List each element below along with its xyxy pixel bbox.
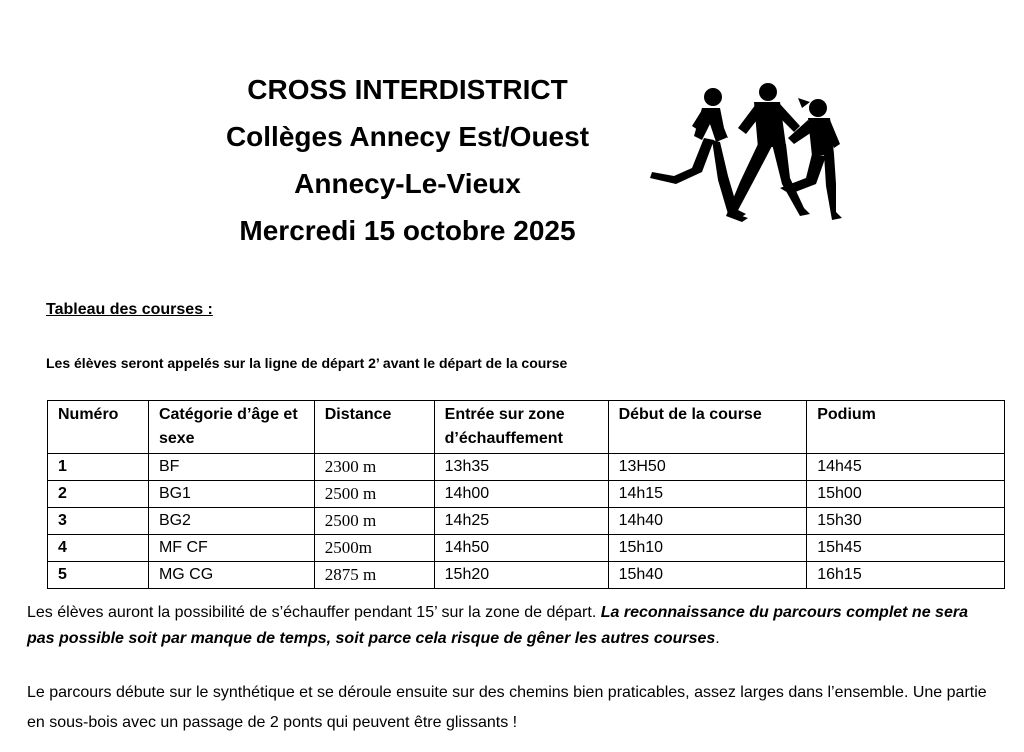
cell-debut: 14h15 [608,481,807,508]
reconnaissance-warning: La reconnaissance du parcours complet ne sera pas possible soit par manque de temps, soit parce cela risque de gêner les autres courses [27,604,968,647]
cell-categorie: BG1 [148,481,314,508]
cell-podium: 15h30 [807,508,1005,535]
cell-entree: 13h35 [434,454,608,481]
warmup-paragraph [27,600,977,652]
location-line: Annecy-Le-Vieux [294,168,521,199]
table-row [48,562,1005,589]
event-title: CROSS INTERDISTRICT [247,74,568,105]
cell-debut: 15h10 [608,535,807,562]
table-row [48,454,1005,481]
header-entree: Entrée sur zone d’échauffement [434,401,608,454]
header-podium: Podium [807,401,1005,454]
table-row [48,481,1005,508]
cell-debut: 15h40 [608,562,807,589]
cell-debut: 13H50 [608,454,807,481]
races-table [47,400,1005,589]
cell-categorie: MF CF [148,535,314,562]
cell-numero: 5 [48,562,149,589]
table-row [48,508,1005,535]
running-silhouettes-icon [640,80,850,225]
cell-entree: 15h20 [434,562,608,589]
cell-distance: 2300 m [314,454,434,481]
warmup-text: Les élèves auront la possibilité de s’échauffer pendant 15’ sur la zone de départ. [27,604,601,621]
cell-entree: 14h25 [434,508,608,535]
table-header-row [48,401,1005,454]
document-header [160,66,655,254]
call-note: Les élèves seront appelés sur la ligne de départ 2’ avant le départ de la course [46,355,568,371]
cell-podium: 14h45 [807,454,1005,481]
cell-entree: 14h50 [434,535,608,562]
cell-distance: 2500 m [314,508,434,535]
date-line: Mercredi 15 octobre 2025 [239,215,576,246]
header-debut: Début de la course [608,401,807,454]
cell-podium: 15h00 [807,481,1005,508]
cell-podium: 16h15 [807,562,1005,589]
cell-categorie: BG2 [148,508,314,535]
cell-distance: 2875 m [314,562,434,589]
cell-numero: 1 [48,454,149,481]
cell-categorie: MG CG [148,562,314,589]
cell-distance: 2500 m [314,481,434,508]
cell-numero: 2 [48,481,149,508]
section-title: Tableau des courses : [46,301,213,318]
warmup-period: . [715,630,720,647]
cell-distance: 2500m [314,535,434,562]
cell-debut: 14h40 [608,508,807,535]
cell-numero: 4 [48,535,149,562]
cell-categorie: BF [148,454,314,481]
cell-entree: 14h00 [434,481,608,508]
header-numero: Numéro [48,401,149,454]
header-distance: Distance [314,401,434,454]
schools-line: Collèges Annecy Est/Ouest [225,121,590,152]
header-categorie: Catégorie d’âge et sexe [148,401,314,454]
course-description: Le parcours débute sur le synthétique et se déroule ensuite sur des chemins bien praticables, assez larges dans l’ensemble. Une partie en sous-bois avec un passage de 2 ponts qui peuvent être glissants ! [27,684,987,731]
table-row [48,535,1005,562]
cell-podium: 15h45 [807,535,1005,562]
cell-numero: 3 [48,508,149,535]
